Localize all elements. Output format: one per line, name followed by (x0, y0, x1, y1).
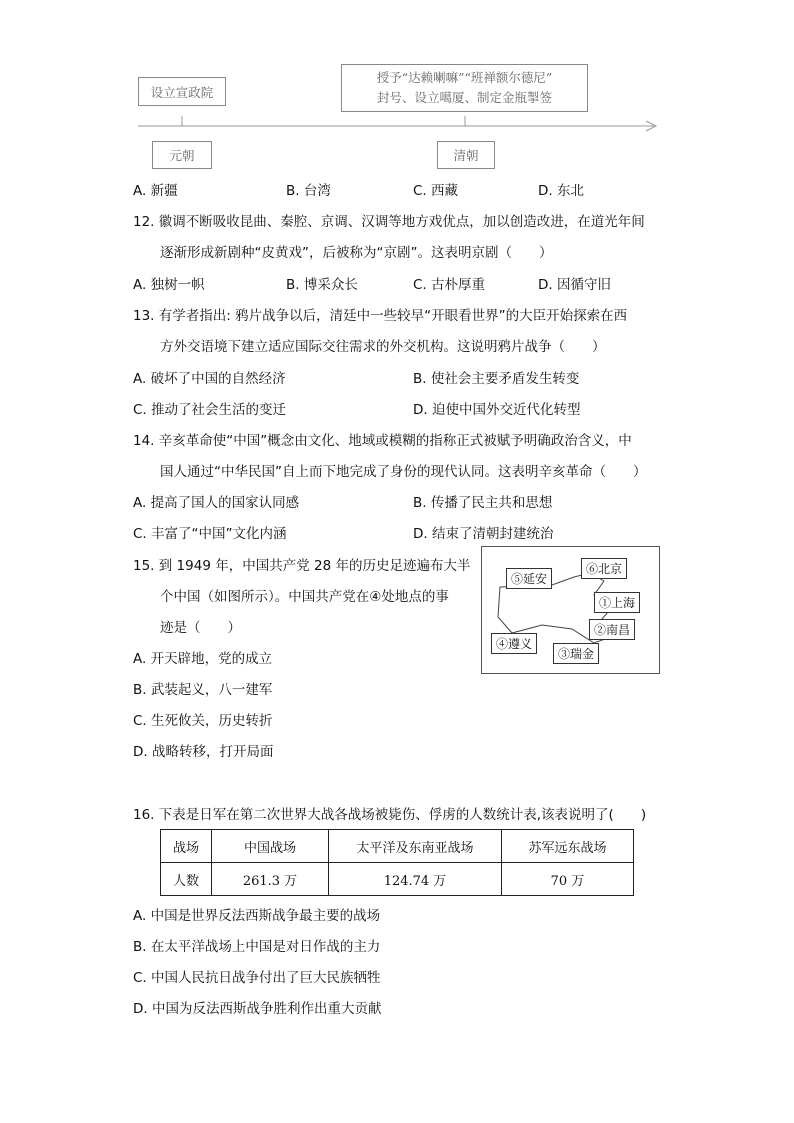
q14-option-a[interactable]: A. 提高了国人的国家认同感 (133, 495, 300, 511)
timeline-event-left: 设立宣政院 (138, 77, 226, 106)
table-header-cell: 中国战场 (212, 830, 329, 863)
q13-option-a[interactable]: A. 破坏了中国的自然经济 (133, 371, 286, 387)
q12-option-a[interactable]: A. 独树一帜 (133, 277, 205, 293)
timeline-event-right: 授予“达赖喇嘛”“班禅额尔德尼” 封号、设立噶厦、制定金瓶掣签 (341, 64, 588, 112)
q15-option-c[interactable]: C. 生死攸关，历史转折 (133, 713, 273, 729)
q13-stem-line1: 13. 有学者指出: 鸦片战争以后，清廷中一些较早“开眼看世界”的大臣开始探索在西 (133, 308, 628, 324)
q16-option-c[interactable]: C. 中国人民抗日战争付出了巨大民族牺牲 (133, 970, 381, 986)
timeline-era-right: 清朝 (437, 141, 495, 169)
q13-option-c[interactable]: C. 推动了社会生活的变迁 (133, 402, 287, 418)
q14-option-d[interactable]: D. 结束了清朝封建统治 (413, 526, 554, 542)
q16-option-b[interactable]: B. 在太平洋战场上中国是对日作战的主力 (133, 939, 381, 955)
map-label-beijing: ⑥北京 (581, 558, 627, 579)
map-label-yanan: ⑤延安 (506, 568, 552, 589)
q14-stem-line1: 14. 辛亥革命使“中国”概念由文化、地域或模糊的指称正式被赋予明确政治含义，中 (133, 433, 632, 449)
table-header-row (161, 830, 634, 863)
q13-option-b[interactable]: B. 使社会主要矛盾发生转变 (413, 371, 580, 387)
table-cell: 261.3 万 (212, 863, 329, 896)
q15-stem-line1: 15. 到 1949 年，中国共产党 28 年的历史足迹遍布大半 (133, 558, 471, 574)
q14-option-c[interactable]: C. 丰富了“中国”文化内涵 (133, 526, 287, 542)
q13-stem-line2: 方外交语境下建立适应国际交往需求的外交机构。这说明鸦片战争（ ） (160, 339, 606, 355)
q16-option-a[interactable]: A. 中国是世界反法西斯战争最主要的战场 (133, 908, 381, 924)
q12-option-b[interactable]: B. 博采众长 (286, 277, 358, 293)
table-cell: 124.74 万 (329, 863, 502, 896)
q12-stem-line1: 12. 徽调不断吸收昆曲、秦腔、京调、汉调等地方戏优点，加以创造改进，在道光年间 (133, 214, 645, 230)
map-label-nanchang: ②南昌 (589, 619, 635, 640)
table-header-cell: 苏军远东战场 (502, 830, 634, 863)
party-history-map (481, 546, 660, 674)
map-label-zunyi: ④遵义 (491, 633, 537, 654)
q12-option-c[interactable]: C. 古朴厚重 (413, 277, 486, 293)
timeline-era-left: 元朝 (152, 141, 212, 169)
q11-option-d[interactable]: D. 东北 (538, 183, 584, 199)
table-header-cell: 战场 (161, 830, 212, 863)
table-row (161, 863, 634, 896)
map-label-shanghai: ①上海 (594, 592, 640, 613)
timeline-axis (130, 116, 665, 136)
q13-option-d[interactable]: D. 迫使中国外交近代化转型 (413, 402, 581, 418)
table-header-cell: 太平洋及东南亚战场 (329, 830, 502, 863)
q15-option-a[interactable]: A. 开天辟地，党的成立 (133, 651, 273, 667)
q15-stem-line2: 个中国（如图所示）。中国共产党在④处地点的事 (160, 589, 449, 605)
q12-option-d[interactable]: D. 因循守旧 (538, 277, 611, 293)
q15-option-d[interactable]: D. 战略转移，打开局面 (133, 744, 274, 760)
table-cell: 70 万 (502, 863, 634, 896)
table-cell: 人数 (161, 863, 212, 896)
q11-option-c[interactable]: C. 西藏 (413, 183, 459, 199)
q11-option-a[interactable]: A. 新疆 (133, 183, 178, 199)
q12-stem-line2: 逐渐形成新剧种“皮黄戏”，后被称为“京剧”。这表明京剧（ ） (160, 245, 553, 261)
q16-option-d[interactable]: D. 中国为反法西斯战争胜利作出重大贡献 (133, 1001, 382, 1017)
q15-stem-line3: 迹是（ ） (160, 620, 241, 636)
q15-option-b[interactable]: B. 武装起义，八一建军 (133, 682, 273, 698)
q11-option-b[interactable]: B. 台湾 (286, 183, 331, 199)
q14-stem-line2: 国人通过“中华民国”自上而下地完成了身份的现代认同。这表明辛亥革命（ ） (160, 464, 647, 480)
casualty-table (160, 829, 634, 896)
q16-stem: 16. 下表是日军在第二次世界大战各战场被毙伤、俘虏的人数统计表,该表说明了( ) (133, 807, 647, 823)
map-label-ruijin: ③瑞金 (553, 643, 599, 664)
q14-option-b[interactable]: B. 传播了民主共和思想 (413, 495, 553, 511)
